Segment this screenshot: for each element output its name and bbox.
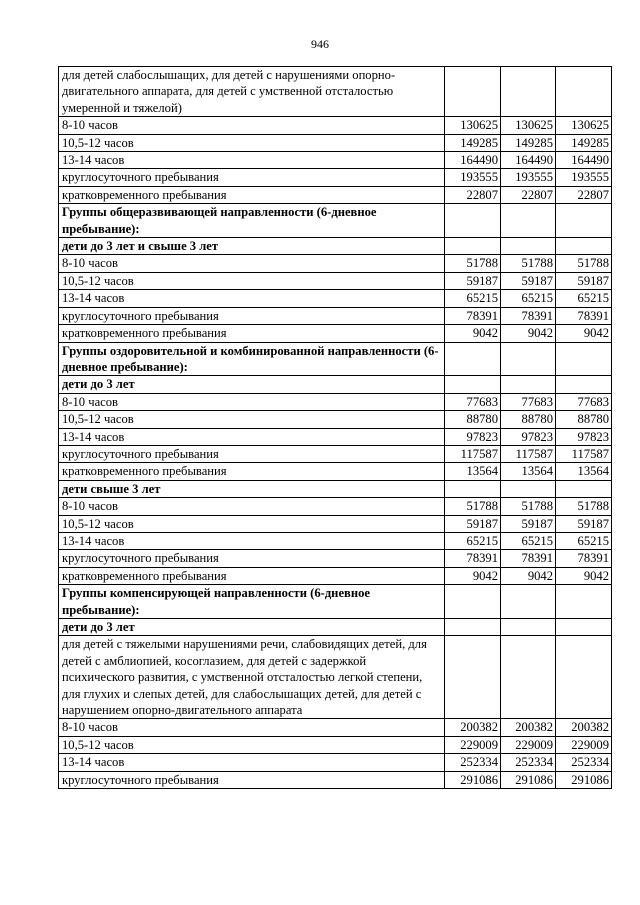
row-label: 10,5-12 часов (59, 272, 445, 289)
row-label: 8-10 часов (59, 498, 445, 515)
value-cell-3: 200382 (556, 719, 612, 736)
value-cell-2: 117587 (501, 445, 556, 462)
value-cell-2: 9042 (501, 567, 556, 584)
value-cell-2 (501, 376, 556, 393)
value-cell-2: 22807 (501, 186, 556, 203)
table-row (59, 515, 612, 532)
table-row (59, 480, 612, 497)
value-cell-1 (445, 636, 501, 719)
row-label: 13-14 часов (59, 754, 445, 771)
value-cell-2: 164490 (501, 152, 556, 169)
value-cell-2 (501, 342, 556, 376)
value-cell-1 (445, 619, 501, 636)
value-cell-3: 9042 (556, 325, 612, 342)
value-cell-1: 291086 (445, 771, 501, 788)
table-row (59, 134, 612, 151)
table-row (59, 186, 612, 203)
row-label: для детей с тяжелыми нарушениями речи, слабовидящих детей, для детей с амблиопией, косоглазием, для детей с задержкой психического развития, с умственной отсталостью легкой степени, для глухих и слепых детей, для слабослышащих детей, для детей с нарушением опорно-двигательного аппарата (59, 636, 445, 719)
value-cell-1: 59187 (445, 515, 501, 532)
value-cell-2: 9042 (501, 325, 556, 342)
section-heading: дети до 3 лет и свыше 3 лет (59, 238, 445, 255)
value-cell-1: 65215 (445, 532, 501, 549)
value-cell-1: 200382 (445, 719, 501, 736)
table-row (59, 636, 612, 719)
value-cell-3 (556, 585, 612, 619)
table-row (59, 719, 612, 736)
section-heading: дети свыше 3 лет (59, 480, 445, 497)
value-cell-3: 51788 (556, 498, 612, 515)
table-row (59, 411, 612, 428)
value-cell-2: 59187 (501, 515, 556, 532)
table-row (59, 325, 612, 342)
table-row (59, 619, 612, 636)
table-row (59, 169, 612, 186)
section-heading: дети до 3 лет (59, 376, 445, 393)
value-cell-1: 164490 (445, 152, 501, 169)
row-label: кратковременного пребывания (59, 463, 445, 480)
value-cell-1: 229009 (445, 736, 501, 753)
row-label: 10,5-12 часов (59, 134, 445, 151)
row-label: круглосуточного пребывания (59, 307, 445, 324)
row-label: 8-10 часов (59, 117, 445, 134)
value-cell-2: 51788 (501, 498, 556, 515)
value-cell-2: 193555 (501, 169, 556, 186)
value-cell-1: 97823 (445, 428, 501, 445)
row-label: кратковременного пребывания (59, 186, 445, 203)
value-cell-3: 149285 (556, 134, 612, 151)
table-row (59, 550, 612, 567)
value-cell-3 (556, 619, 612, 636)
table-row (59, 117, 612, 134)
value-cell-3: 22807 (556, 186, 612, 203)
value-cell-3 (556, 204, 612, 238)
row-label: 10,5-12 часов (59, 736, 445, 753)
value-cell-1: 65215 (445, 290, 501, 307)
section-heading: Группы общеразвивающей направленности (6-дневное пребывание): (59, 204, 445, 238)
value-cell-1: 9042 (445, 325, 501, 342)
value-cell-2: 65215 (501, 290, 556, 307)
value-cell-2: 13564 (501, 463, 556, 480)
value-cell-3 (556, 376, 612, 393)
value-cell-2 (501, 204, 556, 238)
value-cell-1: 252334 (445, 754, 501, 771)
value-cell-1 (445, 342, 501, 376)
value-cell-1: 149285 (445, 134, 501, 151)
value-cell-3: 164490 (556, 152, 612, 169)
value-cell-2: 149285 (501, 134, 556, 151)
table-row (59, 290, 612, 307)
value-cell-3: 252334 (556, 754, 612, 771)
value-cell-3: 13564 (556, 463, 612, 480)
value-cell-3: 229009 (556, 736, 612, 753)
value-cell-3 (556, 238, 612, 255)
row-label: 13-14 часов (59, 290, 445, 307)
value-cell-1: 51788 (445, 498, 501, 515)
table-row (59, 272, 612, 289)
value-cell-1 (445, 585, 501, 619)
value-cell-3: 291086 (556, 771, 612, 788)
value-cell-3: 88780 (556, 411, 612, 428)
value-cell-2: 291086 (501, 771, 556, 788)
value-cell-3: 78391 (556, 550, 612, 567)
value-cell-2: 97823 (501, 428, 556, 445)
value-cell-2 (501, 480, 556, 497)
value-cell-3: 130625 (556, 117, 612, 134)
value-cell-1 (445, 67, 501, 117)
value-cell-2: 77683 (501, 393, 556, 410)
value-cell-2: 51788 (501, 255, 556, 272)
value-cell-2 (501, 619, 556, 636)
table-row (59, 532, 612, 549)
value-cell-1: 9042 (445, 567, 501, 584)
value-cell-2: 200382 (501, 719, 556, 736)
value-cell-2: 78391 (501, 307, 556, 324)
table-row (59, 754, 612, 771)
value-cell-2 (501, 585, 556, 619)
table-row (59, 307, 612, 324)
value-cell-2 (501, 67, 556, 117)
value-cell-3: 193555 (556, 169, 612, 186)
table-row (59, 342, 612, 376)
value-cell-1: 130625 (445, 117, 501, 134)
value-cell-1 (445, 376, 501, 393)
value-cell-3 (556, 636, 612, 719)
row-label: 8-10 часов (59, 393, 445, 410)
table-row (59, 585, 612, 619)
tariff-table-body (59, 67, 612, 789)
table-row (59, 238, 612, 255)
row-label: 8-10 часов (59, 255, 445, 272)
value-cell-3: 59187 (556, 272, 612, 289)
table-row (59, 498, 612, 515)
row-label: кратковременного пребывания (59, 567, 445, 584)
value-cell-1: 59187 (445, 272, 501, 289)
value-cell-1: 77683 (445, 393, 501, 410)
value-cell-2: 78391 (501, 550, 556, 567)
row-label: для детей слабослышащих, для детей с нарушениями опорно-двигательного аппарата, для детей с умственной отсталостью умеренной и тяжелой) (59, 67, 445, 117)
row-label: круглосуточного пребывания (59, 169, 445, 186)
value-cell-2: 229009 (501, 736, 556, 753)
section-heading: Группы оздоровительной и комбинированной направленности (6-дневное пребывание): (59, 342, 445, 376)
table-row (59, 463, 612, 480)
table-row (59, 567, 612, 584)
row-label: кратковременного пребывания (59, 325, 445, 342)
value-cell-2: 130625 (501, 117, 556, 134)
row-label: 8-10 часов (59, 719, 445, 736)
value-cell-1: 88780 (445, 411, 501, 428)
value-cell-1: 193555 (445, 169, 501, 186)
value-cell-3 (556, 342, 612, 376)
value-cell-1: 117587 (445, 445, 501, 462)
table-row (59, 393, 612, 410)
value-cell-1: 78391 (445, 307, 501, 324)
row-label: 10,5-12 часов (59, 515, 445, 532)
table-row (59, 428, 612, 445)
row-label: круглосуточного пребывания (59, 445, 445, 462)
table-row (59, 67, 612, 117)
table-row (59, 771, 612, 788)
value-cell-3: 77683 (556, 393, 612, 410)
value-cell-3: 97823 (556, 428, 612, 445)
value-cell-3: 65215 (556, 290, 612, 307)
row-label: 10,5-12 часов (59, 411, 445, 428)
value-cell-2: 88780 (501, 411, 556, 428)
value-cell-2: 59187 (501, 272, 556, 289)
value-cell-3 (556, 480, 612, 497)
table-row (59, 376, 612, 393)
value-cell-3: 59187 (556, 515, 612, 532)
value-cell-3 (556, 67, 612, 117)
value-cell-3: 51788 (556, 255, 612, 272)
value-cell-1: 13564 (445, 463, 501, 480)
table-row (59, 152, 612, 169)
table-row (59, 736, 612, 753)
value-cell-2: 65215 (501, 532, 556, 549)
row-label: круглосуточного пребывания (59, 771, 445, 788)
value-cell-1 (445, 480, 501, 497)
row-label: 13-14 часов (59, 532, 445, 549)
value-cell-2 (501, 238, 556, 255)
value-cell-2: 252334 (501, 754, 556, 771)
table-row (59, 255, 612, 272)
value-cell-1: 51788 (445, 255, 501, 272)
page-number: 946 (311, 37, 329, 51)
value-cell-3: 9042 (556, 567, 612, 584)
value-cell-1: 22807 (445, 186, 501, 203)
row-label: круглосуточного пребывания (59, 550, 445, 567)
value-cell-3: 117587 (556, 445, 612, 462)
value-cell-1 (445, 238, 501, 255)
tariff-table (58, 66, 612, 789)
value-cell-1 (445, 204, 501, 238)
row-label: 13-14 часов (59, 428, 445, 445)
table-row (59, 445, 612, 462)
value-cell-1: 78391 (445, 550, 501, 567)
row-label: 13-14 часов (59, 152, 445, 169)
value-cell-3: 65215 (556, 532, 612, 549)
value-cell-3: 78391 (556, 307, 612, 324)
section-heading: Группы компенсирующей направленности (6-дневное пребывание): (59, 585, 445, 619)
table-row (59, 204, 612, 238)
section-heading: дети до 3 лет (59, 619, 445, 636)
value-cell-2 (501, 636, 556, 719)
